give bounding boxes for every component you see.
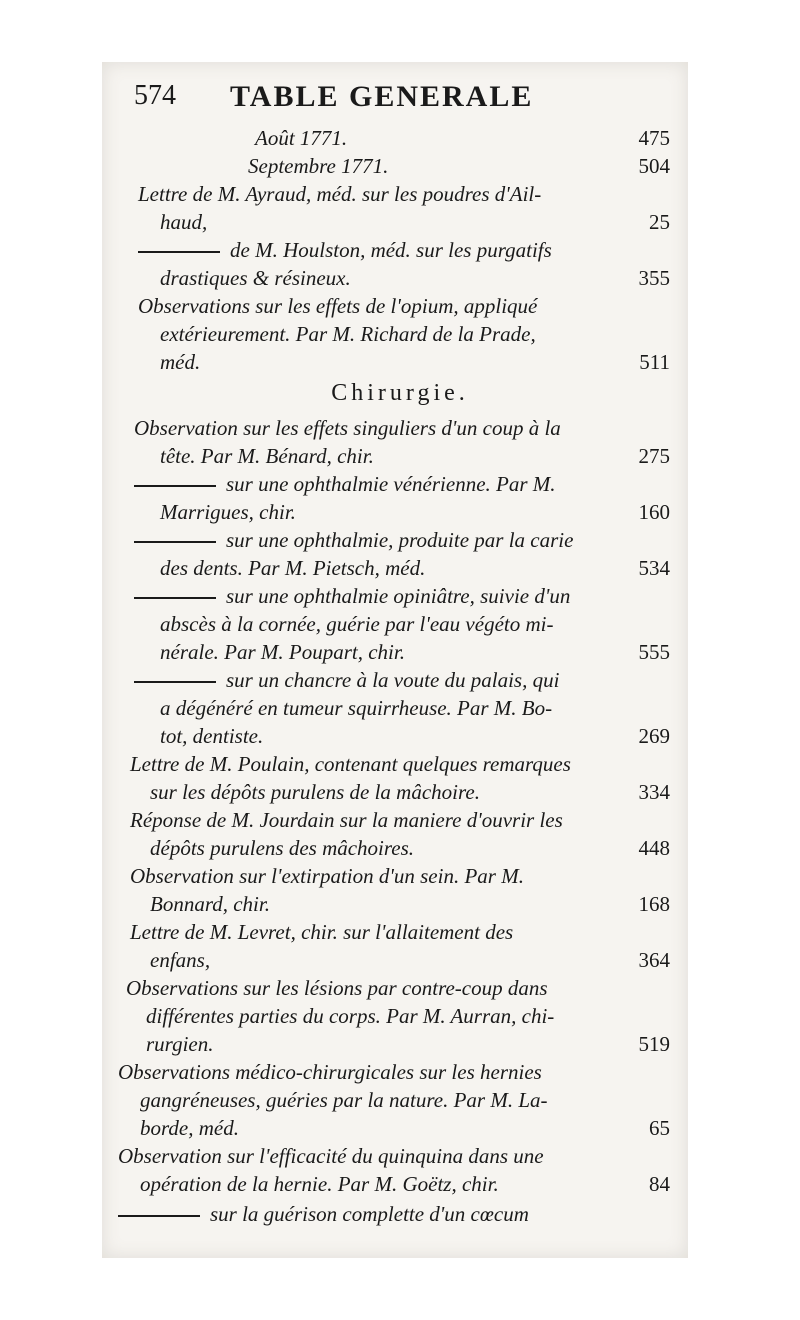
index-entry: sur un chancre à la voute du palais, qui xyxy=(0,668,800,698)
ditto-dash xyxy=(134,597,216,599)
ditto-dash xyxy=(118,1215,200,1217)
index-entry: des dents. Par M. Pietsch, méd. 534 xyxy=(160,556,670,580)
section-heading: Chirurgie. xyxy=(331,380,469,406)
index-entry: Observation sur l'extirpation d'un sein. Par M. xyxy=(130,864,524,888)
index-entry: de M. Houlston, méd. sur les purgatifs xyxy=(0,238,800,268)
index-entry: extérieurement. Par M. Richard de la Prade, xyxy=(160,322,536,346)
index-entry: sur la guérison complette d'un cœcum xyxy=(0,1202,800,1232)
index-entry: Réponse de M. Jourdain sur la maniere d'ouvrir les xyxy=(130,808,563,832)
index-entry: a dégénéré en tumeur squirrheuse. Par M. Bo- xyxy=(160,696,553,720)
index-entry: Observations sur les effets de l'opium, appliqué xyxy=(138,294,538,318)
index-entry: Lettre de M. Poulain, contenant quelques remarques xyxy=(130,752,571,776)
index-entry: Observation sur l'efficacité du quinquina dans une xyxy=(118,1144,544,1168)
index-entry: Août 1771. 475 xyxy=(255,126,670,150)
ditto-dash xyxy=(138,251,220,253)
index-entry: différentes parties du corps. Par M. Aurran, chi- xyxy=(146,1004,555,1028)
index-entry: sur les dépôts purulens de la mâchoire. 334 xyxy=(150,780,670,804)
index-entry: Observations médico-chirurgicales sur les hernies xyxy=(118,1060,542,1084)
index-entry: Observation sur les effets singuliers d'un coup à la xyxy=(134,416,561,440)
index-entry: abscès à la cornée, guérie par l'eau végéto mi- xyxy=(160,612,554,636)
index-entry: tot, dentiste. 269 xyxy=(160,724,670,748)
page-header xyxy=(134,80,678,120)
index-entry: Lettre de M. Ayraud, méd. sur les poudres d'Ail- xyxy=(138,182,542,206)
page-number: 574 xyxy=(134,80,176,111)
index-entry: sur une ophthalmie, produite par la carie xyxy=(0,528,800,558)
index-entry: dépôts purulens des mâchoires. 448 xyxy=(150,836,670,860)
index-entry: opération de la hernie. Par M. Goëtz, chir. 84 xyxy=(140,1172,670,1196)
index-entry: rurgien. 519 xyxy=(146,1032,670,1056)
index-entry: tête. Par M. Bénard, chir. 275 xyxy=(160,444,670,468)
index-entry: borde, méd. 65 xyxy=(140,1116,670,1140)
index-entry: enfans, 364 xyxy=(150,948,670,972)
index-entry: drastiques & résineux. 355 xyxy=(160,266,670,290)
running-title: TABLE GENERALE xyxy=(230,80,534,113)
index-entry: Marrigues, chir. 160 xyxy=(160,500,670,524)
ditto-dash xyxy=(134,681,216,683)
index-entry: gangréneuses, guéries par la nature. Par M. La- xyxy=(140,1088,548,1112)
ditto-dash xyxy=(134,485,216,487)
index-entry: méd. 511 xyxy=(160,350,670,374)
index-entry: sur une ophthalmie opiniâtre, suivie d'un xyxy=(0,584,800,614)
index-entry: sur une ophthalmie vénérienne. Par M. xyxy=(0,472,800,502)
index-entry: Bonnard, chir. 168 xyxy=(150,892,670,916)
index-entry: Septembre 1771. 504 xyxy=(248,154,670,178)
index-entry: Lettre de M. Levret, chir. sur l'allaitement des xyxy=(130,920,514,944)
index-entry: nérale. Par M. Poupart, chir. 555 xyxy=(160,640,670,664)
ditto-dash xyxy=(134,541,216,543)
index-entry: Observations sur les lésions par contre-coup dans xyxy=(126,976,548,1000)
index-entry: haud, 25 xyxy=(160,210,670,234)
